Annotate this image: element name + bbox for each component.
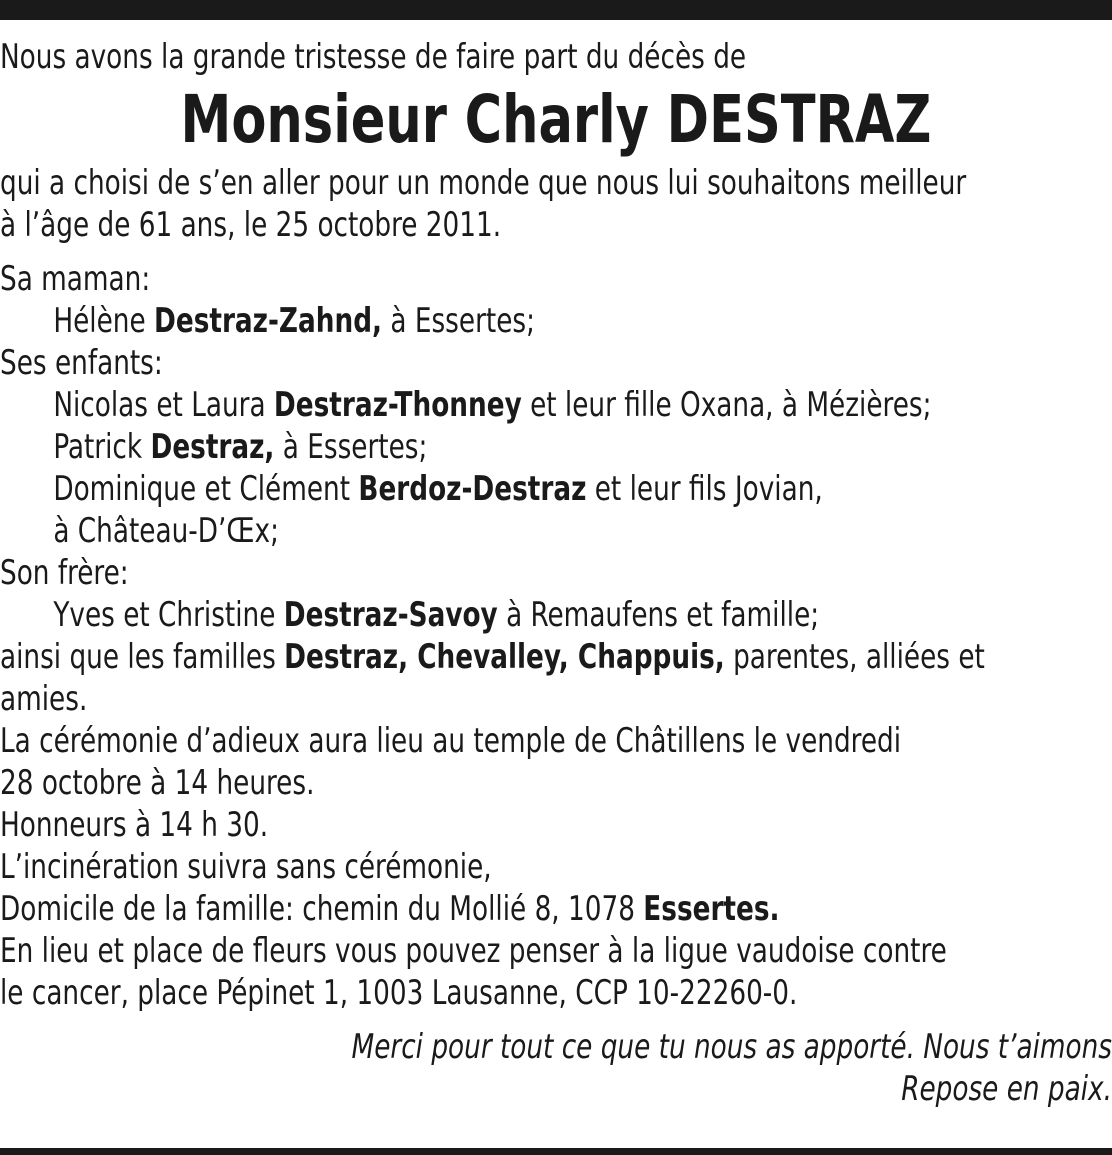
deceased-name: Monsieur Charly DESTRAZ	[180, 81, 932, 158]
closing-text-1: Merci pour tout ce que tu nous as apporté. Nous t’aimons	[351, 1027, 1112, 1067]
domicile-town: Essertes.	[643, 889, 780, 929]
child-entry-1: Nicolas et Laura Destraz-Thonney et leur fille Oxana, à Mézières;	[53, 385, 932, 425]
choice-text: qui a choisi de s’en aller pour un monde que nous lui souhaitons meilleur	[0, 163, 967, 203]
brother-entry: Yves et Christine Destraz-Savoy à Remaufens et famille;	[53, 595, 820, 635]
mother-surname: Destraz-Zahnd,	[154, 301, 383, 341]
families-entry-cont: amies.	[0, 679, 88, 719]
mother-entry: Hélène Destraz-Zahnd, à Essertes;	[53, 301, 535, 341]
child3-surname: Berdoz-Destraz	[358, 469, 587, 509]
ceremony-text-1: La cérémonie d’adieux aura lieu au temple de Châtillens le vendredi	[0, 721, 902, 761]
child1-surname: Destraz-Thonney	[273, 385, 522, 425]
flowers-text-2: le cancer, place Pépinet 1, 1003 Lausanne, CCP 10-22260-0.	[0, 973, 798, 1013]
brother-surname: Destraz-Savoy	[283, 595, 498, 635]
child-entry-3: Dominique et Clément Berdoz-Destraz et leur fils Jovian,	[53, 469, 823, 509]
obituary-notice	[0, 36, 1112, 1110]
child-entry-3-cont: à Château-D’Œx;	[53, 511, 279, 551]
brother-heading: Son frère:	[0, 553, 129, 593]
families-surnames: Destraz, Chevalley, Chappuis,	[284, 637, 725, 677]
incineration-text: L’incinération suivra sans cérémonie,	[0, 847, 492, 887]
families-entry: ainsi que les familles Destraz, Chevalley, Chappuis, parentes, alliées et	[0, 637, 985, 677]
flowers-text-1: En lieu et place de fleurs vous pouvez penser à la ligue vaudoise contre	[0, 931, 947, 971]
mother-heading: Sa maman:	[0, 259, 151, 299]
closing-text-2: Repose en paix.	[901, 1069, 1112, 1109]
domicile-text: Domicile de la famille: chemin du Mollié 8, 1078 Essertes.	[0, 889, 780, 929]
ceremony-text-2: 28 octobre à 14 heures.	[0, 763, 315, 803]
top-rule	[0, 0, 1112, 20]
honneurs-text: Honneurs à 14 h 30.	[0, 805, 269, 845]
child-entry-2: Patrick Destraz, à Essertes;	[53, 427, 428, 467]
children-heading: Ses enfants:	[0, 343, 163, 383]
intro-text: Nous avons la grande tristesse de faire part du décès de	[0, 37, 747, 77]
child2-surname: Destraz,	[150, 427, 275, 467]
bottom-rule	[0, 1148, 1112, 1155]
age-date-text: à l’âge de 61 ans, le 25 octobre 2011.	[0, 205, 502, 245]
